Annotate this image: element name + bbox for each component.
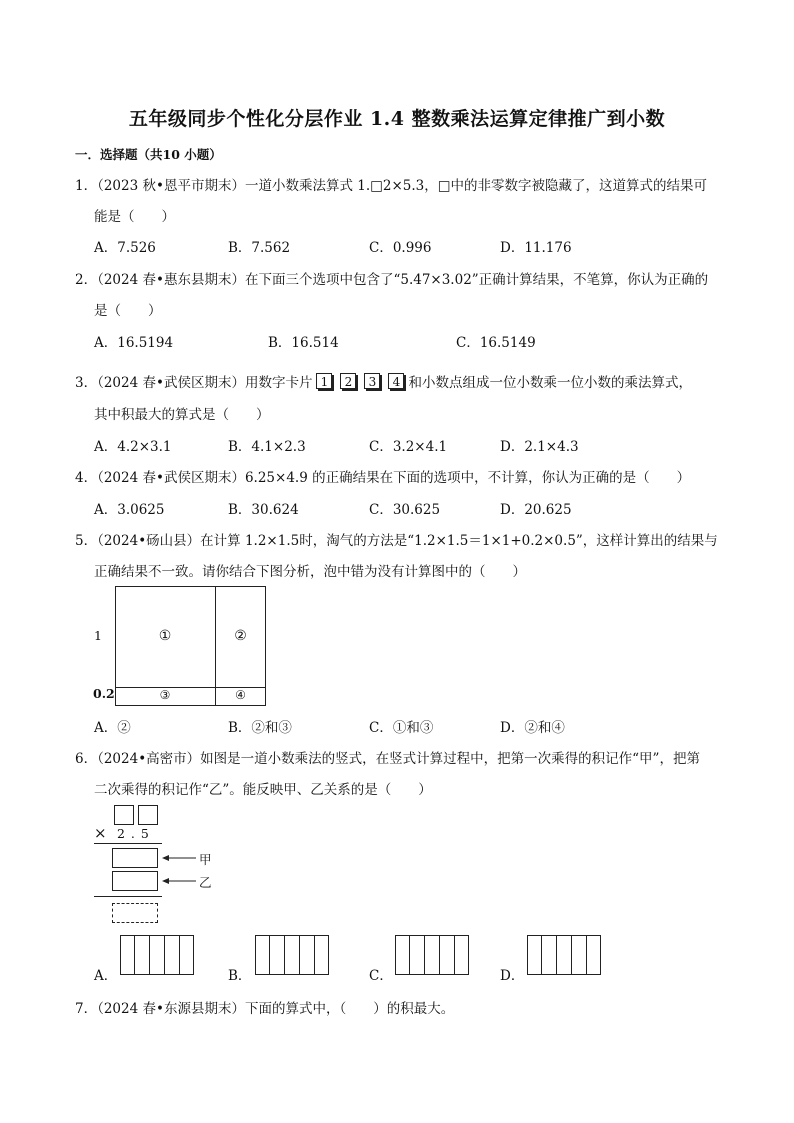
digit-card-1: 1 xyxy=(316,373,332,389)
q6-option-b[interactable]: B． xyxy=(228,968,252,984)
bar-divider xyxy=(134,935,135,975)
bar-divider xyxy=(179,935,180,975)
question-7-line-1: 7．（2024 春•东源县期末）下面的算式中，（ ）的积最大。 xyxy=(75,1001,455,1017)
q3-option-d[interactable]: D．2.1×4.3 xyxy=(500,439,579,455)
q2-option-c[interactable]: C．16.5149 xyxy=(456,335,536,351)
area-cell-2: ② xyxy=(234,628,247,644)
question-2-line-1: 2．（2024 春•惠东县期末）在下面三个选项中包含了“5.47×3.02”正确计算结果，不笔算，你认为正确的 xyxy=(75,272,709,288)
question-3-line-1 xyxy=(75,371,692,391)
question-3-prefix: 3．（2024 春•武侯区期末）用数字卡片 xyxy=(75,375,313,391)
bar-divider xyxy=(556,935,557,975)
question-6-line-2: 二次乘得的积记作“乙”。能反映甲、乙关系的是（ ） xyxy=(94,782,432,798)
bar-divider xyxy=(409,935,410,975)
area-label-1: 1 xyxy=(94,628,102,643)
final-product-dashed-box xyxy=(112,903,158,923)
area-cell-4: ④ xyxy=(235,688,246,702)
question-3-suffix: 和小数点组成一位小数乘一位小数的乘法算式， xyxy=(408,375,692,391)
question-3-line-2: 其中积最大的算式是（ ） xyxy=(94,407,270,423)
bar-outline xyxy=(255,935,329,975)
q3-option-b[interactable]: B．4.1×2.3 xyxy=(228,439,306,455)
bar-divider xyxy=(541,935,542,975)
bar-divider xyxy=(149,935,150,975)
bar-divider xyxy=(454,935,455,975)
bar-divider xyxy=(284,935,285,975)
digit-card-3: 3 xyxy=(364,373,380,389)
q1-option-d[interactable]: D．11.176 xyxy=(500,240,572,256)
label-yi: 乙 xyxy=(199,875,212,890)
q3-option-c[interactable]: C．3.2×4.1 xyxy=(369,439,448,455)
area-cell-1: ① xyxy=(158,628,172,644)
bar-outline xyxy=(120,935,194,975)
q5-option-c[interactable]: C．①和③ xyxy=(369,720,434,736)
times-sign: × xyxy=(94,824,107,842)
q6-option-c[interactable]: C． xyxy=(369,968,393,984)
bar-divider xyxy=(269,935,270,975)
bar-divider xyxy=(424,935,425,975)
q5-option-d[interactable]: D．②和④ xyxy=(500,720,565,736)
bar-divider xyxy=(571,935,572,975)
question-6-line-1: 6．（2024•高密市）如图是一道小数乘法的竖式，在竖式计算过程中，把第一次乘得的积记作“甲”，把第 xyxy=(75,751,700,767)
multiplier-digits: 2 . 5 xyxy=(117,826,150,841)
question-2-line-2: 是（ ） xyxy=(94,303,162,319)
page-title: 五年级同步个性化分层作业 1.4 整数乘法运算定律推广到小数 xyxy=(128,108,666,130)
label-jia: 甲 xyxy=(199,852,212,867)
bar-divider xyxy=(314,935,315,975)
q3-option-a[interactable]: A．4.2×3.1 xyxy=(94,439,172,455)
q2-option-b[interactable]: B．16.514 xyxy=(268,335,339,351)
bar-outline xyxy=(527,935,601,975)
q2-option-a[interactable]: A．16.5194 xyxy=(94,335,174,351)
bar-divider xyxy=(586,935,587,975)
question-5-line-1: 5．（2024•砀山县）在计算 1.2×1.5时，淘气的方法是“1.2×1.5＝1×1+0.2×0.5”，这样计算出的结果与 xyxy=(75,533,718,549)
q1-option-a[interactable]: A．7.526 xyxy=(94,240,156,256)
q5-option-a[interactable]: A．② xyxy=(94,720,131,736)
q6-option-d[interactable]: D． xyxy=(500,968,525,984)
digit-box-2 xyxy=(138,805,158,825)
arrow-icons xyxy=(160,850,200,890)
digit-card-4: 4 xyxy=(388,373,404,389)
question-1-line-2: 能是（ ） xyxy=(94,209,175,225)
q4-option-c[interactable]: C．30.625 xyxy=(369,502,441,518)
q1-option-b[interactable]: B．7.562 xyxy=(228,240,291,256)
bar-divider xyxy=(299,935,300,975)
q4-option-a[interactable]: A．3.0625 xyxy=(94,502,165,518)
area-label-0-2: 0.2 xyxy=(93,686,115,701)
q4-option-d[interactable]: D．20.625 xyxy=(500,502,572,518)
q1-option-c[interactable]: C．0.996 xyxy=(369,240,432,256)
question-5-line-2: 正确结果不一致。请你结合下图分析，泡中错为没有计算图中的（ ） xyxy=(94,564,526,580)
product-rule-line-2 xyxy=(94,896,162,897)
q5-option-b[interactable]: B．②和③ xyxy=(228,720,292,736)
bar-outline xyxy=(395,935,469,975)
digit-box-1 xyxy=(114,805,134,825)
bar-divider xyxy=(164,935,165,975)
q6-option-a[interactable]: A． xyxy=(94,968,118,984)
partial-product-jia-box xyxy=(112,848,158,868)
question-4-line-1: 4．（2024 春•武侯区期末）6.25×4.9 的正确结果在下面的选项中，不计算，你认为正确的是（ ） xyxy=(75,470,691,486)
bar-divider xyxy=(439,935,440,975)
question-1-line-1: 1．（2023 秋•恩平市期末）一道小数乘法算式 1.□2×5.3，□中的非零数字被隐藏了，这道算式的结果可 xyxy=(75,178,708,194)
area-cell-3: ③ xyxy=(159,688,171,702)
product-rule-line-1 xyxy=(94,843,162,844)
section-heading: 一．选择题（共10 小题） xyxy=(75,147,222,162)
partial-product-yi-box xyxy=(112,871,158,891)
digit-card-2: 2 xyxy=(340,373,356,389)
q4-option-b[interactable]: B．30.624 xyxy=(228,502,299,518)
